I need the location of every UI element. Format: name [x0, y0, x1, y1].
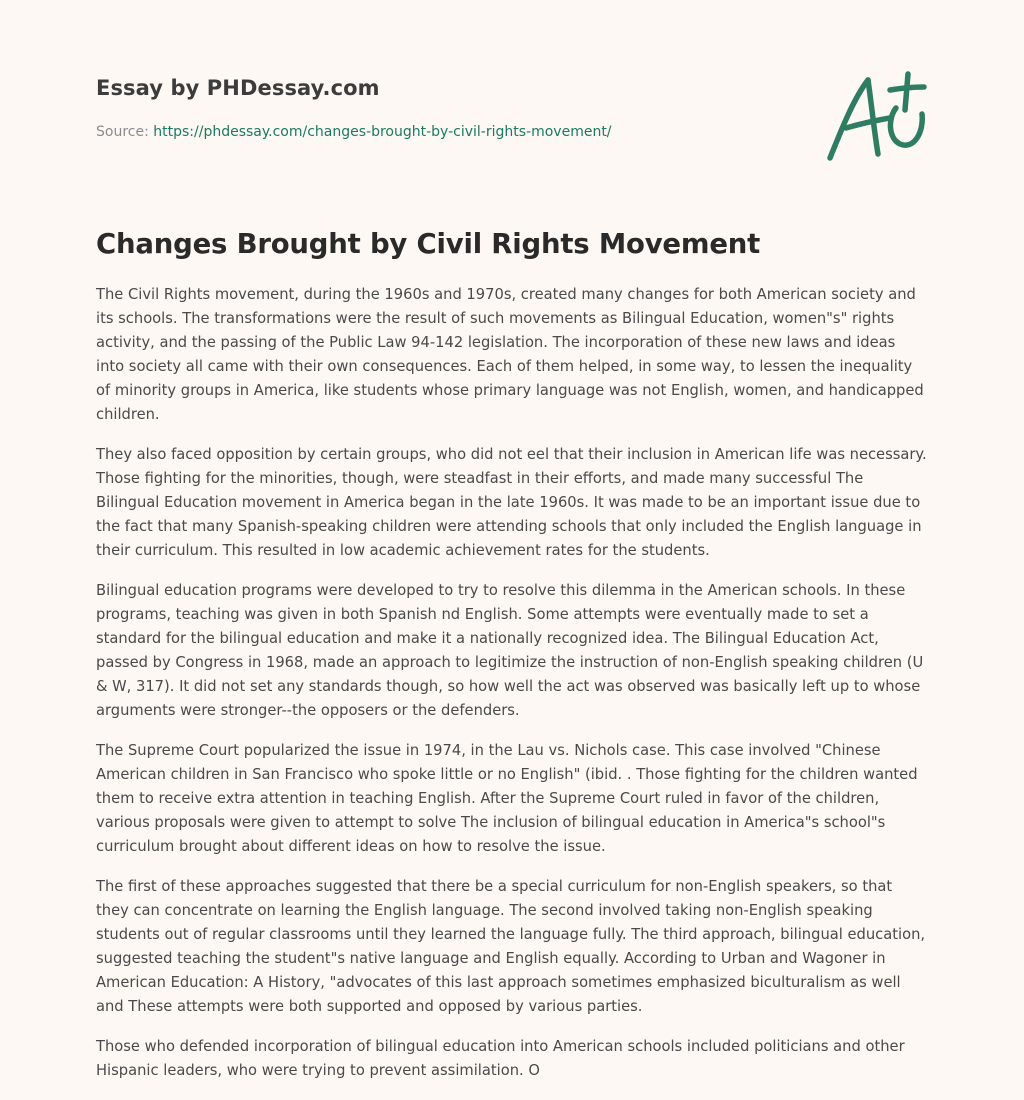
source-line [96, 124, 612, 140]
page-header [96, 74, 928, 174]
essay-article [96, 225, 928, 1099]
essay-paragraph: The first of these approaches suggested that there be a special curriculum for non-English speakers, so that they can concentrate on learning the English language. The second involved taking non-English speaking students out of regular classrooms until they learned the language fully. The third approach, bilingual education, suggested teaching the student"s native language and English equally. According to Urban and Wagoner in American Education: A History, "advocates of this last approach sometimes emphasized biculturalism as well and These attempts were both supported and opposed by various parties. [96, 878, 926, 1015]
essay-paragraph: Bilingual education programs were developed to try to resolve this dilemma in the American schools. In these programs, teaching was given in both Spanish nd English. Some attempts were eventually made to set a standard for the bilingual education and make it a nationally recognized idea. The Bilingual Education Act, passed by Congress in 1968, made an approach to legitimize the instruction of non-English speaking children (U & W, 317). It did not set any standards though, so how well the act was observed was basically left up to whose arguments were stronger--the opposers or the defenders. [96, 582, 924, 719]
essay-paragraph: Those who defended incorporation of bilingual education into American schools included politicians and other Hispanic leaders, who were trying to prevent assimilation. O [96, 1038, 905, 1079]
site-title: Essay by PHDessay.com [96, 76, 380, 100]
source-label: Source: [96, 124, 154, 140]
a-plus-logo-icon [824, 68, 928, 164]
essay-paragraph: The Civil Rights movement, during the 1960s and 1970s, created many changes for both American society and its schools. The transformations were the result of such movements as Bilingual Education, women"s" rights activity, and the passing of the Public Law 94-142 legislation. The incorporation of these new laws and ideas into society all came with their own consequences. Each of them helped, in some way, to lessen the inequality of minority groups in America, like students whose primary language was not English, women, and handicapped children. [96, 286, 924, 423]
essay-title: Changes Brought by Civil Rights Movement [96, 228, 761, 260]
essay-paragraph: The Supreme Court popularized the issue in 1974, in the Lau vs. Nichols case. This case involved "Chinese American children in San Francisco who spoke little or no English" (ibid. . Those fighting for the children wanted them to receive extra attention in teaching English. After the Supreme Court ruled in favor of the children, various proposals were given to attempt to solve The inclusion of bilingual education in America"s school"s curriculum brought about different ideas on how to resolve the issue. [96, 742, 918, 855]
source-link[interactable]: https://phdessay.com/changes-brought-by-civil-rights-movement/ [153, 124, 612, 140]
essay-paragraph: They also faced opposition by certain groups, who did not eel that their inclusion in American life was necessary. Those fighting for the minorities, though, were steadfast in their efforts, and made many successful The Bilingual Education movement in America began in the late 1960s. It was made to be an important issue due to the fact that many Spanish-speaking children were attending schools that only included the English language in their curriculum. This resulted in low academic achievement rates for the students. [96, 446, 927, 559]
